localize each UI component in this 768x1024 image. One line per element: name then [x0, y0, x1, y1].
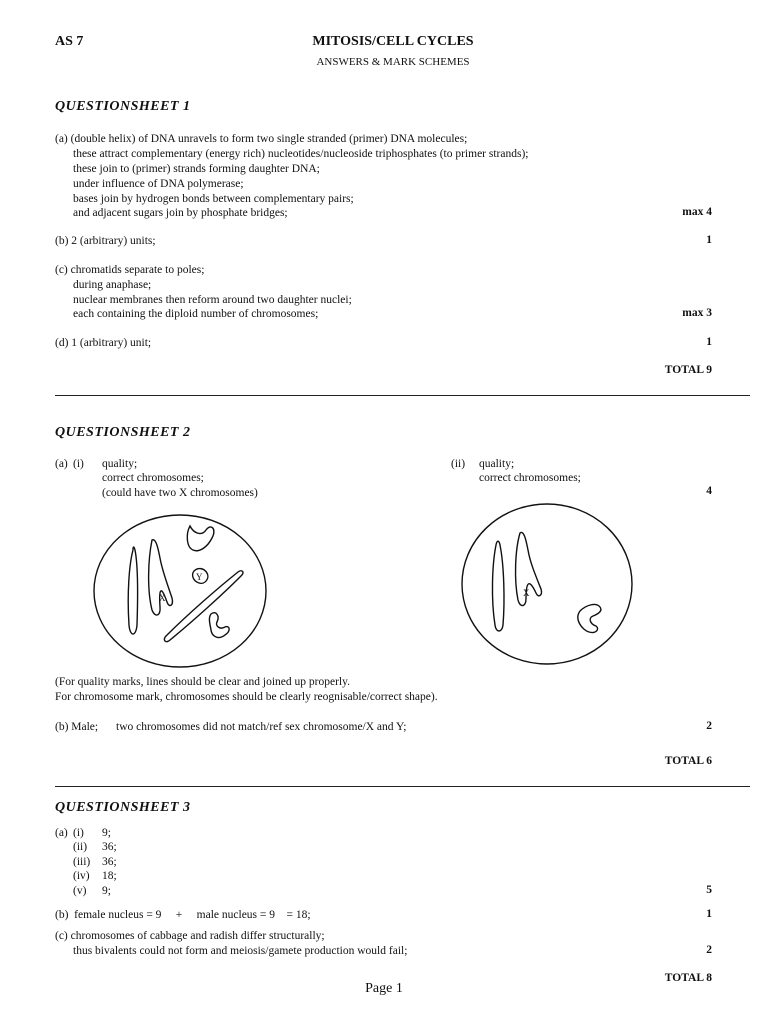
- chromosome: [149, 540, 173, 615]
- q1-b-mark: 1: [706, 234, 712, 246]
- q2-a-ii-line: quality;: [479, 458, 515, 470]
- q1-b-text: (b) 2 (arbitrary) units;: [55, 235, 156, 247]
- q3-c-line: thus bivalents could not form and meiosis/gamete production would fail;: [73, 945, 408, 957]
- chromosome-label: X: [523, 588, 530, 598]
- q3-a-item-val: 9;: [102, 827, 111, 839]
- q1-a-line: these join to (primer) strands forming daughter DNA;: [73, 163, 320, 175]
- doc-title: MITOSIS/CELL CYCLES: [312, 34, 474, 49]
- q2-note-line: For chromosome mark, chromosomes should be clearly reognisable/correct shape).: [55, 691, 438, 703]
- q2-a-i-line: correct chromosomes;: [102, 472, 204, 484]
- q2-a-i-line: quality;: [102, 458, 138, 470]
- q3-a-item-num: (ii): [73, 841, 88, 853]
- q3-a-item-val: 9;: [102, 885, 111, 897]
- q1-a-line: and adjacent sugars join by phosphate bridges;: [73, 207, 288, 219]
- q1-c-line: (c) chromatids separate to poles;: [55, 264, 205, 276]
- chromosome-label: Y: [196, 572, 203, 582]
- q3-a-item-num: (i): [73, 827, 84, 839]
- q3-a-item-num: (iv): [73, 870, 90, 882]
- q1-a-line: (a) (double helix) of DNA unravels to form two single stranded (primer) DNA molecules;: [55, 133, 468, 145]
- chromosome: [187, 526, 214, 551]
- q3-c-mark: 2: [706, 944, 712, 956]
- chromosome: [209, 613, 229, 638]
- q1-d-text: (d) 1 (arbitrary) unit;: [55, 337, 152, 349]
- page-number: Page 1: [365, 981, 403, 996]
- cell-membrane: [94, 515, 266, 667]
- q3-a-mark: 5: [706, 884, 712, 896]
- chromosome: [578, 604, 601, 632]
- section-divider: [55, 786, 750, 787]
- q2-a-ii-line: correct chromosomes;: [479, 472, 581, 484]
- q2-b-label: (b) Male;: [55, 721, 99, 733]
- q1-d-mark: 1: [706, 336, 712, 348]
- cell-diagram-left: [90, 510, 272, 672]
- q1-c-line: nuclear membranes then reform around two daughter nuclei;: [73, 294, 352, 306]
- section-divider: [55, 395, 750, 396]
- q1-a-line: these attract complementary (energy rich) nucleotides/nucleoside triphosphates (to primer strands);: [73, 148, 529, 160]
- chromosome: [128, 547, 137, 634]
- questionsheet-3-heading: QUESTIONSHEET 3: [55, 800, 191, 815]
- q2-b-text: two chromosomes did not match/ref sex chromosome/X and Y;: [116, 721, 407, 733]
- q3-a-label: (a): [55, 827, 68, 839]
- q2-a-i-label: (i): [73, 458, 84, 470]
- q2-total: TOTAL 6: [664, 755, 712, 767]
- q1-total: TOTAL 9: [664, 364, 712, 376]
- chromosome: [164, 571, 243, 642]
- cell-membrane: [462, 504, 632, 664]
- q2-a-mark: 4: [706, 485, 712, 497]
- cell-diagram-right: [458, 500, 638, 668]
- q1-a-line: bases join by hydrogen bonds between complementary pairs;: [73, 193, 354, 205]
- q1-c-mark: max 3: [682, 307, 712, 319]
- q3-b-mark: 1: [706, 908, 712, 920]
- q3-c-line: (c) chromosomes of cabbage and radish differ structurally;: [55, 930, 325, 942]
- q2-a-i-line: (could have two X chromosomes): [102, 487, 258, 499]
- q3-a-item-num: (v): [73, 885, 87, 897]
- q3-b-text: (b) female nucleus = 9 + male nucleus = 9 = 18;: [55, 909, 311, 921]
- q3-total: TOTAL 8: [664, 972, 712, 984]
- doc-subtitle: ANSWERS & MARK SCHEMES: [316, 56, 470, 68]
- q2-a-ii-label: (ii): [451, 458, 466, 470]
- q1-a-line: under influence of DNA polymerase;: [73, 178, 244, 190]
- q3-a-item-val: 18;: [102, 870, 117, 882]
- q1-c-line: during anaphase;: [73, 279, 152, 291]
- q2-a-label: (a): [55, 458, 68, 470]
- q3-a-item-val: 36;: [102, 856, 117, 868]
- q1-c-line: each containing the diploid number of chromosomes;: [73, 308, 319, 320]
- chromosome: [492, 541, 504, 631]
- q2-b-mark: 2: [706, 720, 712, 732]
- q3-a-item-val: 36;: [102, 841, 117, 853]
- q2-note-line: (For quality marks, lines should be clear and joined up properly.: [55, 676, 350, 688]
- questionsheet-2-heading: QUESTIONSHEET 2: [55, 425, 191, 440]
- doc-code: AS 7: [55, 34, 84, 49]
- q3-a-item-num: (iii): [73, 856, 91, 868]
- q1-a-mark: max 4: [682, 206, 712, 218]
- chromosome-label: X: [159, 593, 166, 603]
- questionsheet-1-heading: QUESTIONSHEET 1: [55, 99, 191, 114]
